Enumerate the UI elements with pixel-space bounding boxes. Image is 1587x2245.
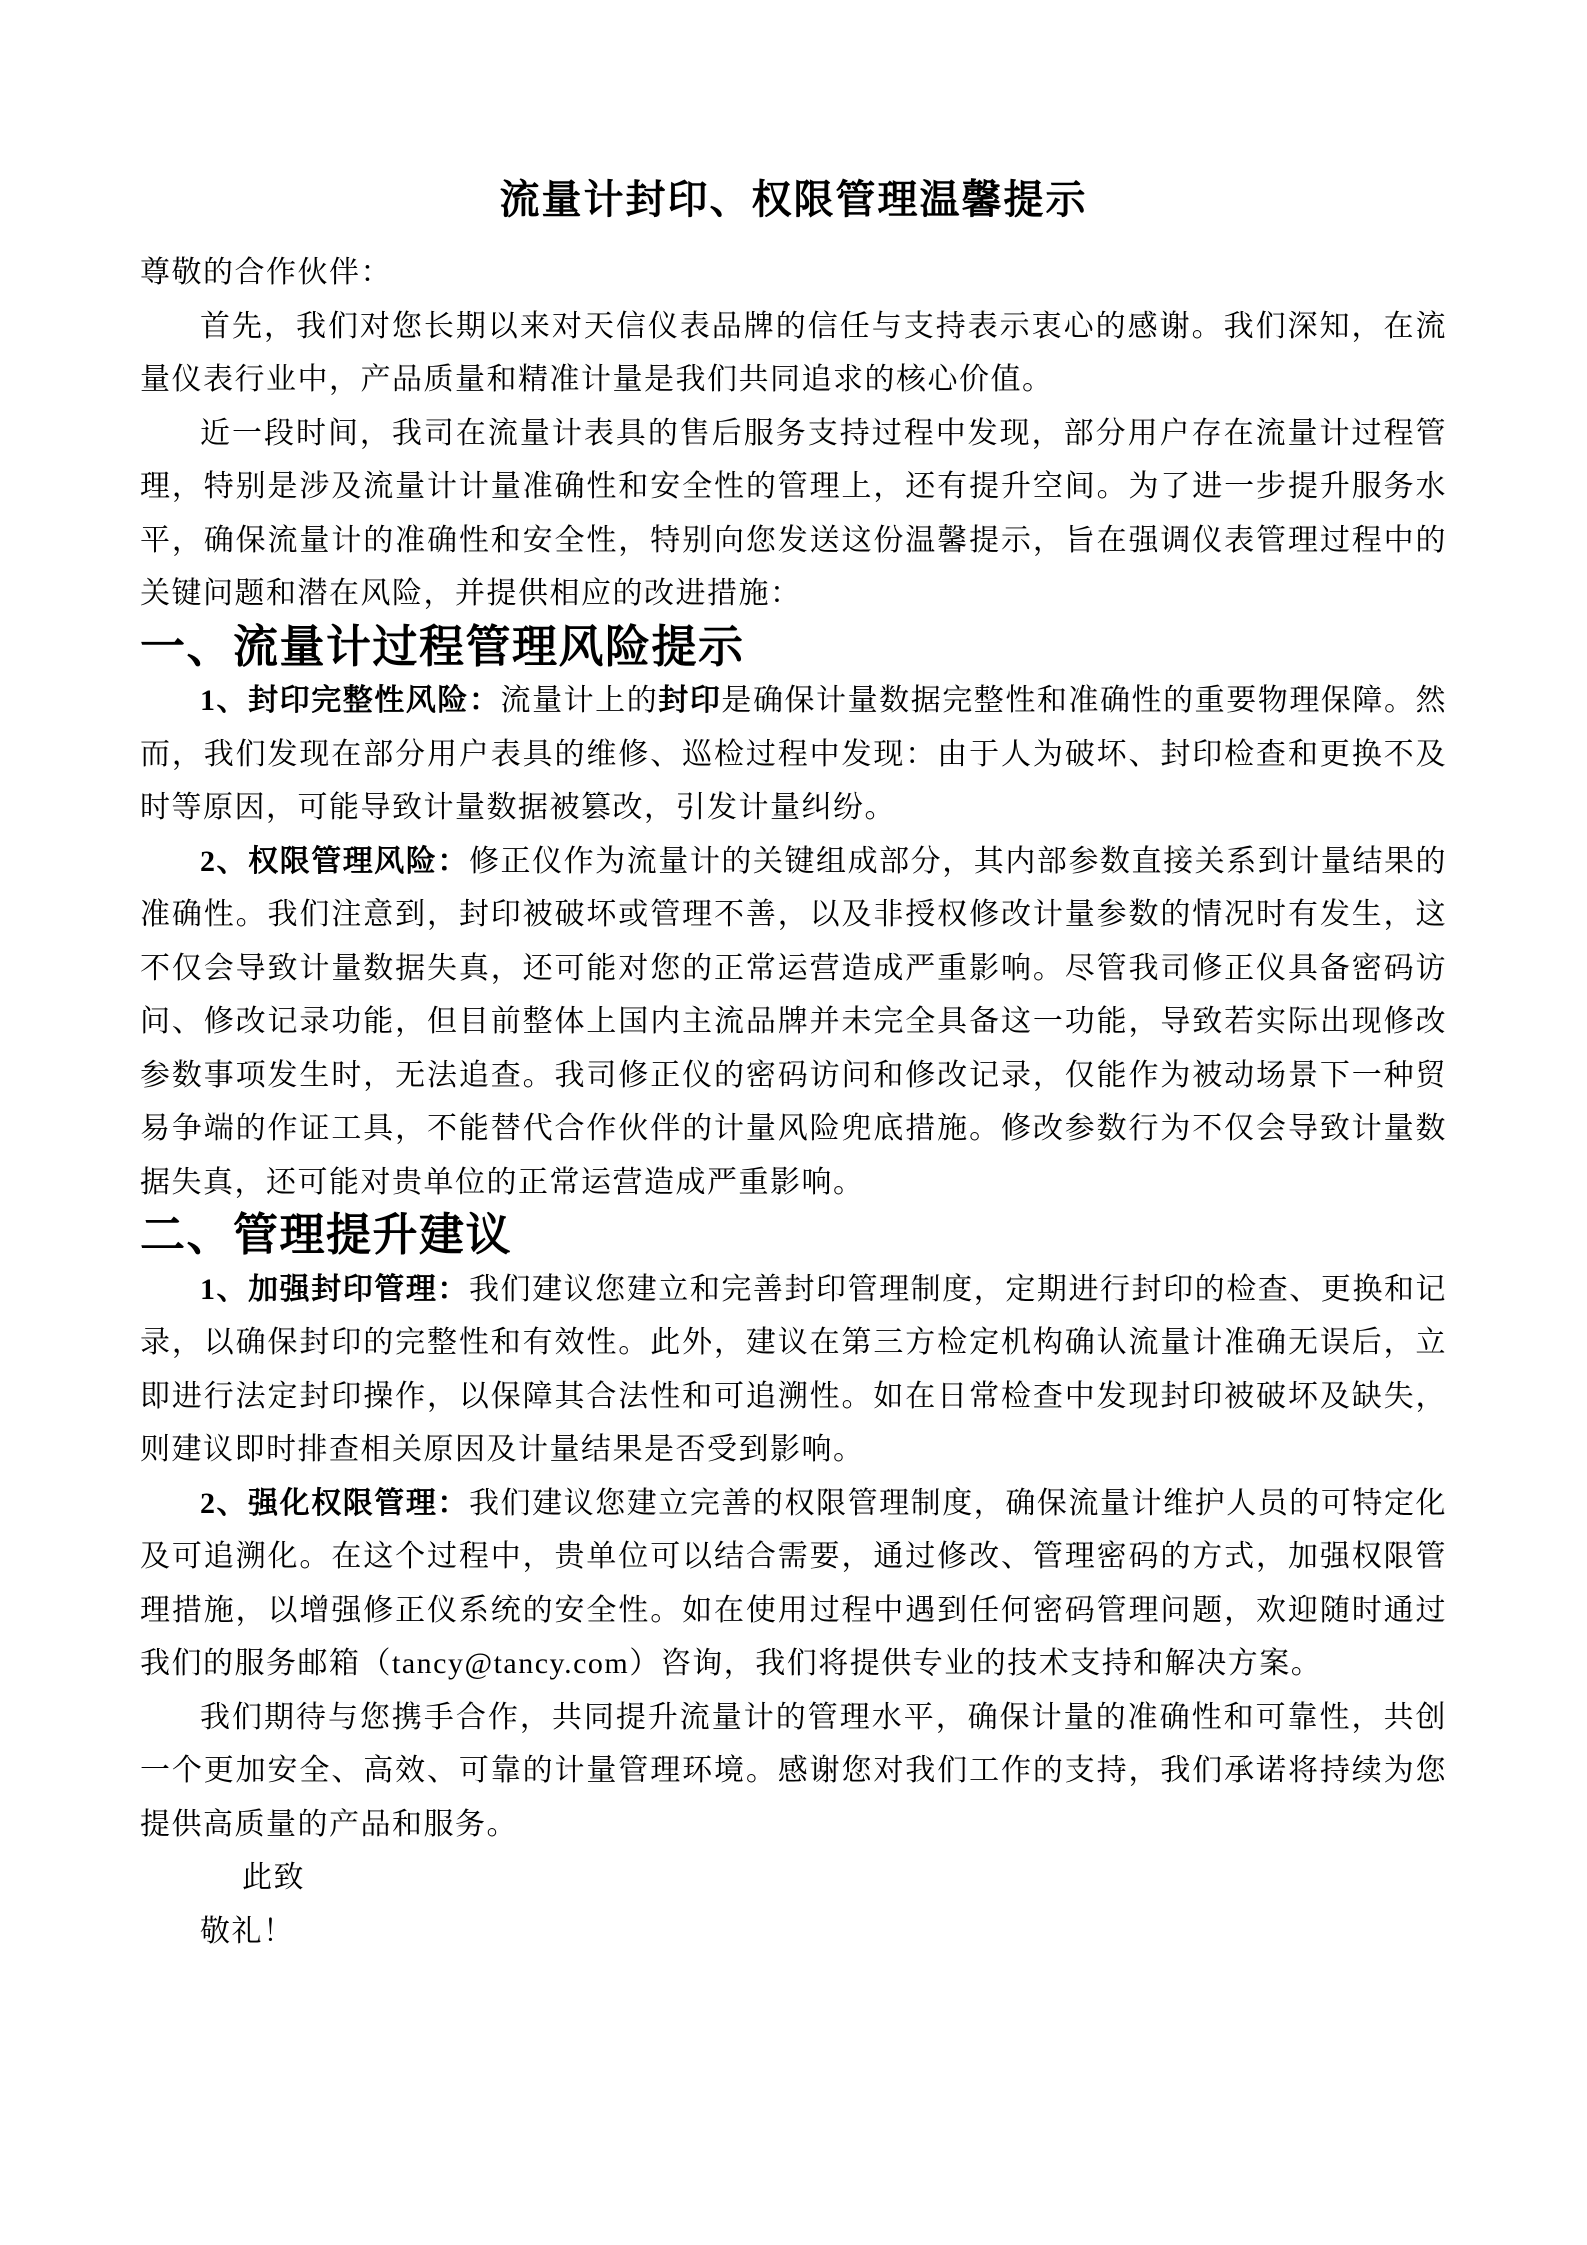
closing-paragraph: 我们期待与您携手合作，共同提升流量计的管理水平，确保计量的准确性和可靠性，共创一个更加安全、高效、可靠的计量管理环境。感谢您对我们工作的支持，我们承诺将持续为您提供高质量的产品和服务。 <box>140 1700 1447 1841</box>
section-1-item-1 <box>140 674 1447 835</box>
section-2-item-2-lead: 2、强化权限管理： <box>200 1486 469 1520</box>
section-1-item-2-lead: 2、权限管理风险： <box>200 844 469 878</box>
section-2-item-2-body: 我们建议您建立完善的权限管理制度，确保流量计维护人员的可特定化及可追溯化。在这个过程中，贵单位可以结合需要，通过修改、管理密码的方式，加强权限管理措施，以增强修正仪系统的安全性。如在使用过程中遇到任何密码管理问题，欢迎随时通过我们的服务邮箱（tancy@tancy.com）咨询，我们将提供专业的技术支持和解决方案。 <box>140 1486 1448 1680</box>
section-1-item-1-emphasis: 封印 <box>658 684 722 717</box>
intro-paragraph-2: 近一段时间，我司在流量计表具的售后服务支持过程中发现，部分用户存在流量计过程管理，特别是涉及流量计计量准确性和安全性的管理上，还有提升空间。为了进一步提升服务水平，确保流量计的准确性和安全性，特别向您发送这份温馨提示，旨在强调仪表管理过程中的关键问题和潜在风险，并提供相应的改进措施： <box>140 416 1447 610</box>
section-2-item-1 <box>140 1263 1447 1477</box>
section-1-item-2-body: 修正仪作为流量计的关键组成部分，其内部参数直接关系到计量结果的准确性。我们注意到，封印被破坏或管理不善，以及非授权修改计量参数的情况时有发生，这不仅会导致计量数据失真，还可能对您的正常运营造成严重影响。尽管我司修正仪具备密码访问、修改记录功能，但目前整体上国内主流品牌并未完全具备这一功能，导致若实际出现修改参数事项发生时，无法追查。我司修正仪的密码访问和修改记录，仅能作为被动场景下一种贸易争端的作证工具，不能替代合作伙伴的计量风险兜底措施。修改参数行为不仅会导致计量数据失真，还可能对贵单位的正常运营造成严重影响。 <box>140 844 1448 1199</box>
sign-off-cizhi: 此致 <box>242 1861 305 1894</box>
sign-off-jingli: 敬礼！ <box>200 1914 295 1948</box>
section-2-heading: 二、管理提升建议 <box>140 1210 513 1260</box>
section-1-item-1-body-rest: 是确保计量数据完整性和准确性的重要物理保障。然而，我们发现在部分用户表具的维修、巡检过程中发现：由于人为破坏、封印检查和更换不及时等原因，可能导致计量数据被篡改，引发计量纠纷。 <box>140 684 1448 824</box>
section-1-heading: 一、流量计过程管理风险提示 <box>140 621 745 672</box>
section-1-item-2 <box>140 835 1447 1210</box>
section-1-item-1-body: 流量计上的 <box>500 684 659 717</box>
section-2-item-1-body: 我们建议您建立和完善封印管理制度，定期进行封印的检查、更换和记录，以确保封印的完整性和有效性。此外，建议在第三方检定机构确认流量计准确无误后，立即进行法定封印操作，以保障其合法性和可追溯性。如在日常检查中发现封印被破坏及缺失，则建议即时排查相关原因及计量结果是否受到影响。 <box>140 1272 1448 1466</box>
section-2-item-2 <box>140 1477 1447 1691</box>
section-1-item-1-lead: 1、封印完整性风险： <box>200 684 501 717</box>
intro-paragraph-1: 首先，我们对您长期以来对天信仪表品牌的信任与支持表示衷心的感谢。我们深知，在流量仪表行业中，产品质量和精准计量是我们共同追求的核心价值。 <box>140 309 1447 396</box>
section-2-item-1-lead: 1、加强封印管理： <box>200 1272 469 1306</box>
document-title: 流量计封印、权限管理温馨提示 <box>499 178 1088 222</box>
salutation: 尊敬的合作伙伴： <box>140 256 392 289</box>
